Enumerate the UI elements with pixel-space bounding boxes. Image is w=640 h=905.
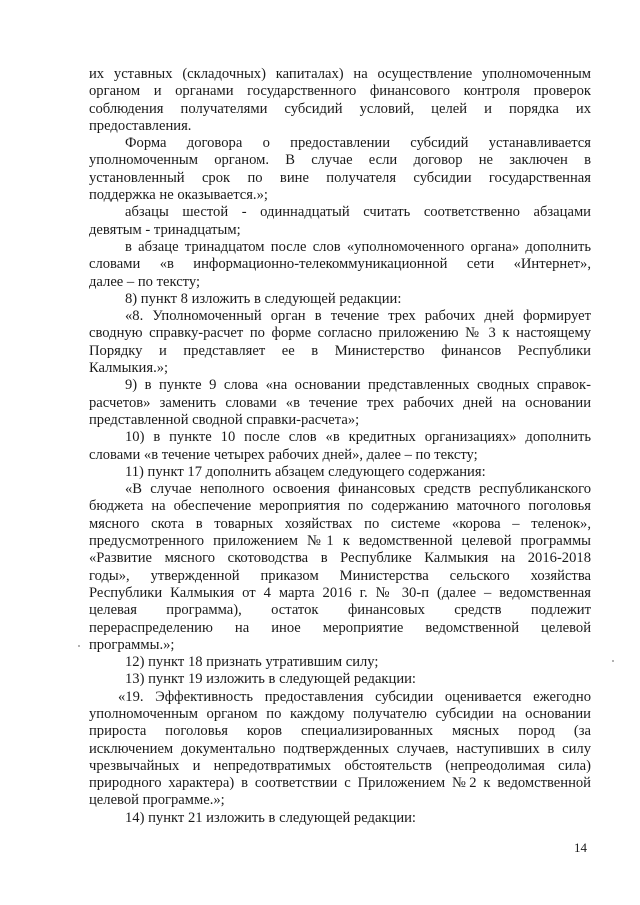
text-line: 10) в пункте 10 после слов «в кредитных организациях» дополнить bbox=[125, 429, 591, 446]
text-line: прироста поголовья коров специализированных мясных пород (за bbox=[89, 723, 591, 740]
text-line: Республики Калмыкия от 4 марта 2016 г. № 30-п (далее – ведомственная bbox=[89, 584, 591, 601]
text-line: установленный срок по вине получателя субсидии государственная bbox=[89, 169, 591, 186]
text-line: «В случае неполного освоения финансовых средств республиканского bbox=[125, 481, 591, 498]
text-line: целевой программе.»; bbox=[89, 792, 225, 809]
text-line: их уставных (складочных) капиталах) на осуществление уполномоченным bbox=[89, 66, 591, 82]
text-line: предоставления. bbox=[89, 117, 192, 134]
text-line: целевая программа), остаток финансовых средств подлежит bbox=[89, 602, 591, 619]
text-line: чрезвычайных и непредотвратимых обстоятельств (непреодолимая сила) bbox=[89, 757, 591, 774]
text-line: словами «в течение четырех рабочих дней», далее – по тексту; bbox=[89, 446, 478, 463]
text-line: соблюдения получателями субсидий условий, целей и порядка их bbox=[89, 100, 591, 117]
text-line: 8) пункт 8 изложить в следующей редакции: bbox=[125, 290, 402, 307]
text-line: абзацы шестой - одиннадцатый считать соответственно абзацами bbox=[125, 204, 591, 221]
text-line: органом и органами государственного финансового контроля проверок bbox=[89, 83, 591, 100]
text-line: в абзаце тринадцатом после слов «уполномоченного органа» дополнить bbox=[125, 238, 591, 255]
text-line: 13) пункт 19 изложить в следующей редакции: bbox=[125, 671, 416, 688]
text-line: «8. Уполномоченный орган в течение трех рабочих дней формирует bbox=[125, 308, 591, 325]
text-line: далее – по тексту; bbox=[89, 273, 201, 290]
text-line: программы.»; bbox=[89, 636, 175, 653]
text-line: Порядку и представляет ее в Министерство финансов Республики bbox=[89, 342, 591, 359]
text-line: сводную справку-расчет по форме согласно приложению № 3 к настоящему bbox=[89, 325, 591, 342]
text-line: «Развитие мясного скотоводства в Республике Калмыкия на 2016-2018 bbox=[89, 550, 591, 567]
text-line: мясного скота в товарных хозяйствах по системе «корова – теленок», bbox=[89, 515, 591, 532]
text-line: Калмыкия.»; bbox=[89, 360, 169, 377]
text-line: 11) пункт 17 дополнить абзацем следующего содержания: bbox=[125, 463, 486, 480]
scan-speck bbox=[78, 645, 80, 647]
text-line: 12) пункт 18 признать утратившим силу; bbox=[125, 654, 379, 671]
page-number: 14 bbox=[574, 840, 587, 855]
text-line: расчетов» заменить словами «в течение трех рабочих дней на основании bbox=[89, 394, 591, 411]
text-line: перераспределению на иное мероприятие ведомственной целевой bbox=[89, 619, 591, 636]
text-line: уполномоченным органом по каждому получателю субсидии на основании bbox=[89, 705, 591, 722]
text-line: словами «в информационно-телекоммуникационной сети «Интернет», bbox=[89, 256, 591, 273]
text-line: 14) пункт 21 изложить в следующей редакции: bbox=[125, 809, 416, 826]
text-line: природного характера) в соответствии с Приложением №2 к ведомственной bbox=[89, 775, 591, 792]
text-line: исключением документально подтвержденных случаев, наступивших в силу bbox=[89, 740, 591, 757]
scan-speck bbox=[612, 660, 614, 662]
text-line: «19. Эффективность предоставления субсидии оценивается ежегодно bbox=[118, 688, 591, 705]
text-line: уполномоченным органом. В случае если договор не заключен в bbox=[89, 152, 591, 169]
text-line: представленной сводной справки-расчета»; bbox=[89, 411, 360, 428]
text-line: бюджета на обеспечение мероприятия по содержанию маточного поголовья bbox=[89, 498, 591, 515]
text-line: Форма договора о предоставлении субсидий устанавливается bbox=[125, 135, 591, 152]
text-line: годы», утвержденной приказом Министерства сельского хозяйства bbox=[89, 567, 591, 584]
text-line: поддержка не оказывается.»; bbox=[89, 187, 268, 204]
text-line: 9) в пункте 9 слова «на основании представленных сводных справок- bbox=[125, 377, 591, 394]
document-body bbox=[89, 66, 591, 827]
text-line: девятым - тринадцатым; bbox=[89, 221, 241, 238]
text-line: предусмотренного приложением №1 к ведомственной целевой программы bbox=[89, 533, 591, 550]
